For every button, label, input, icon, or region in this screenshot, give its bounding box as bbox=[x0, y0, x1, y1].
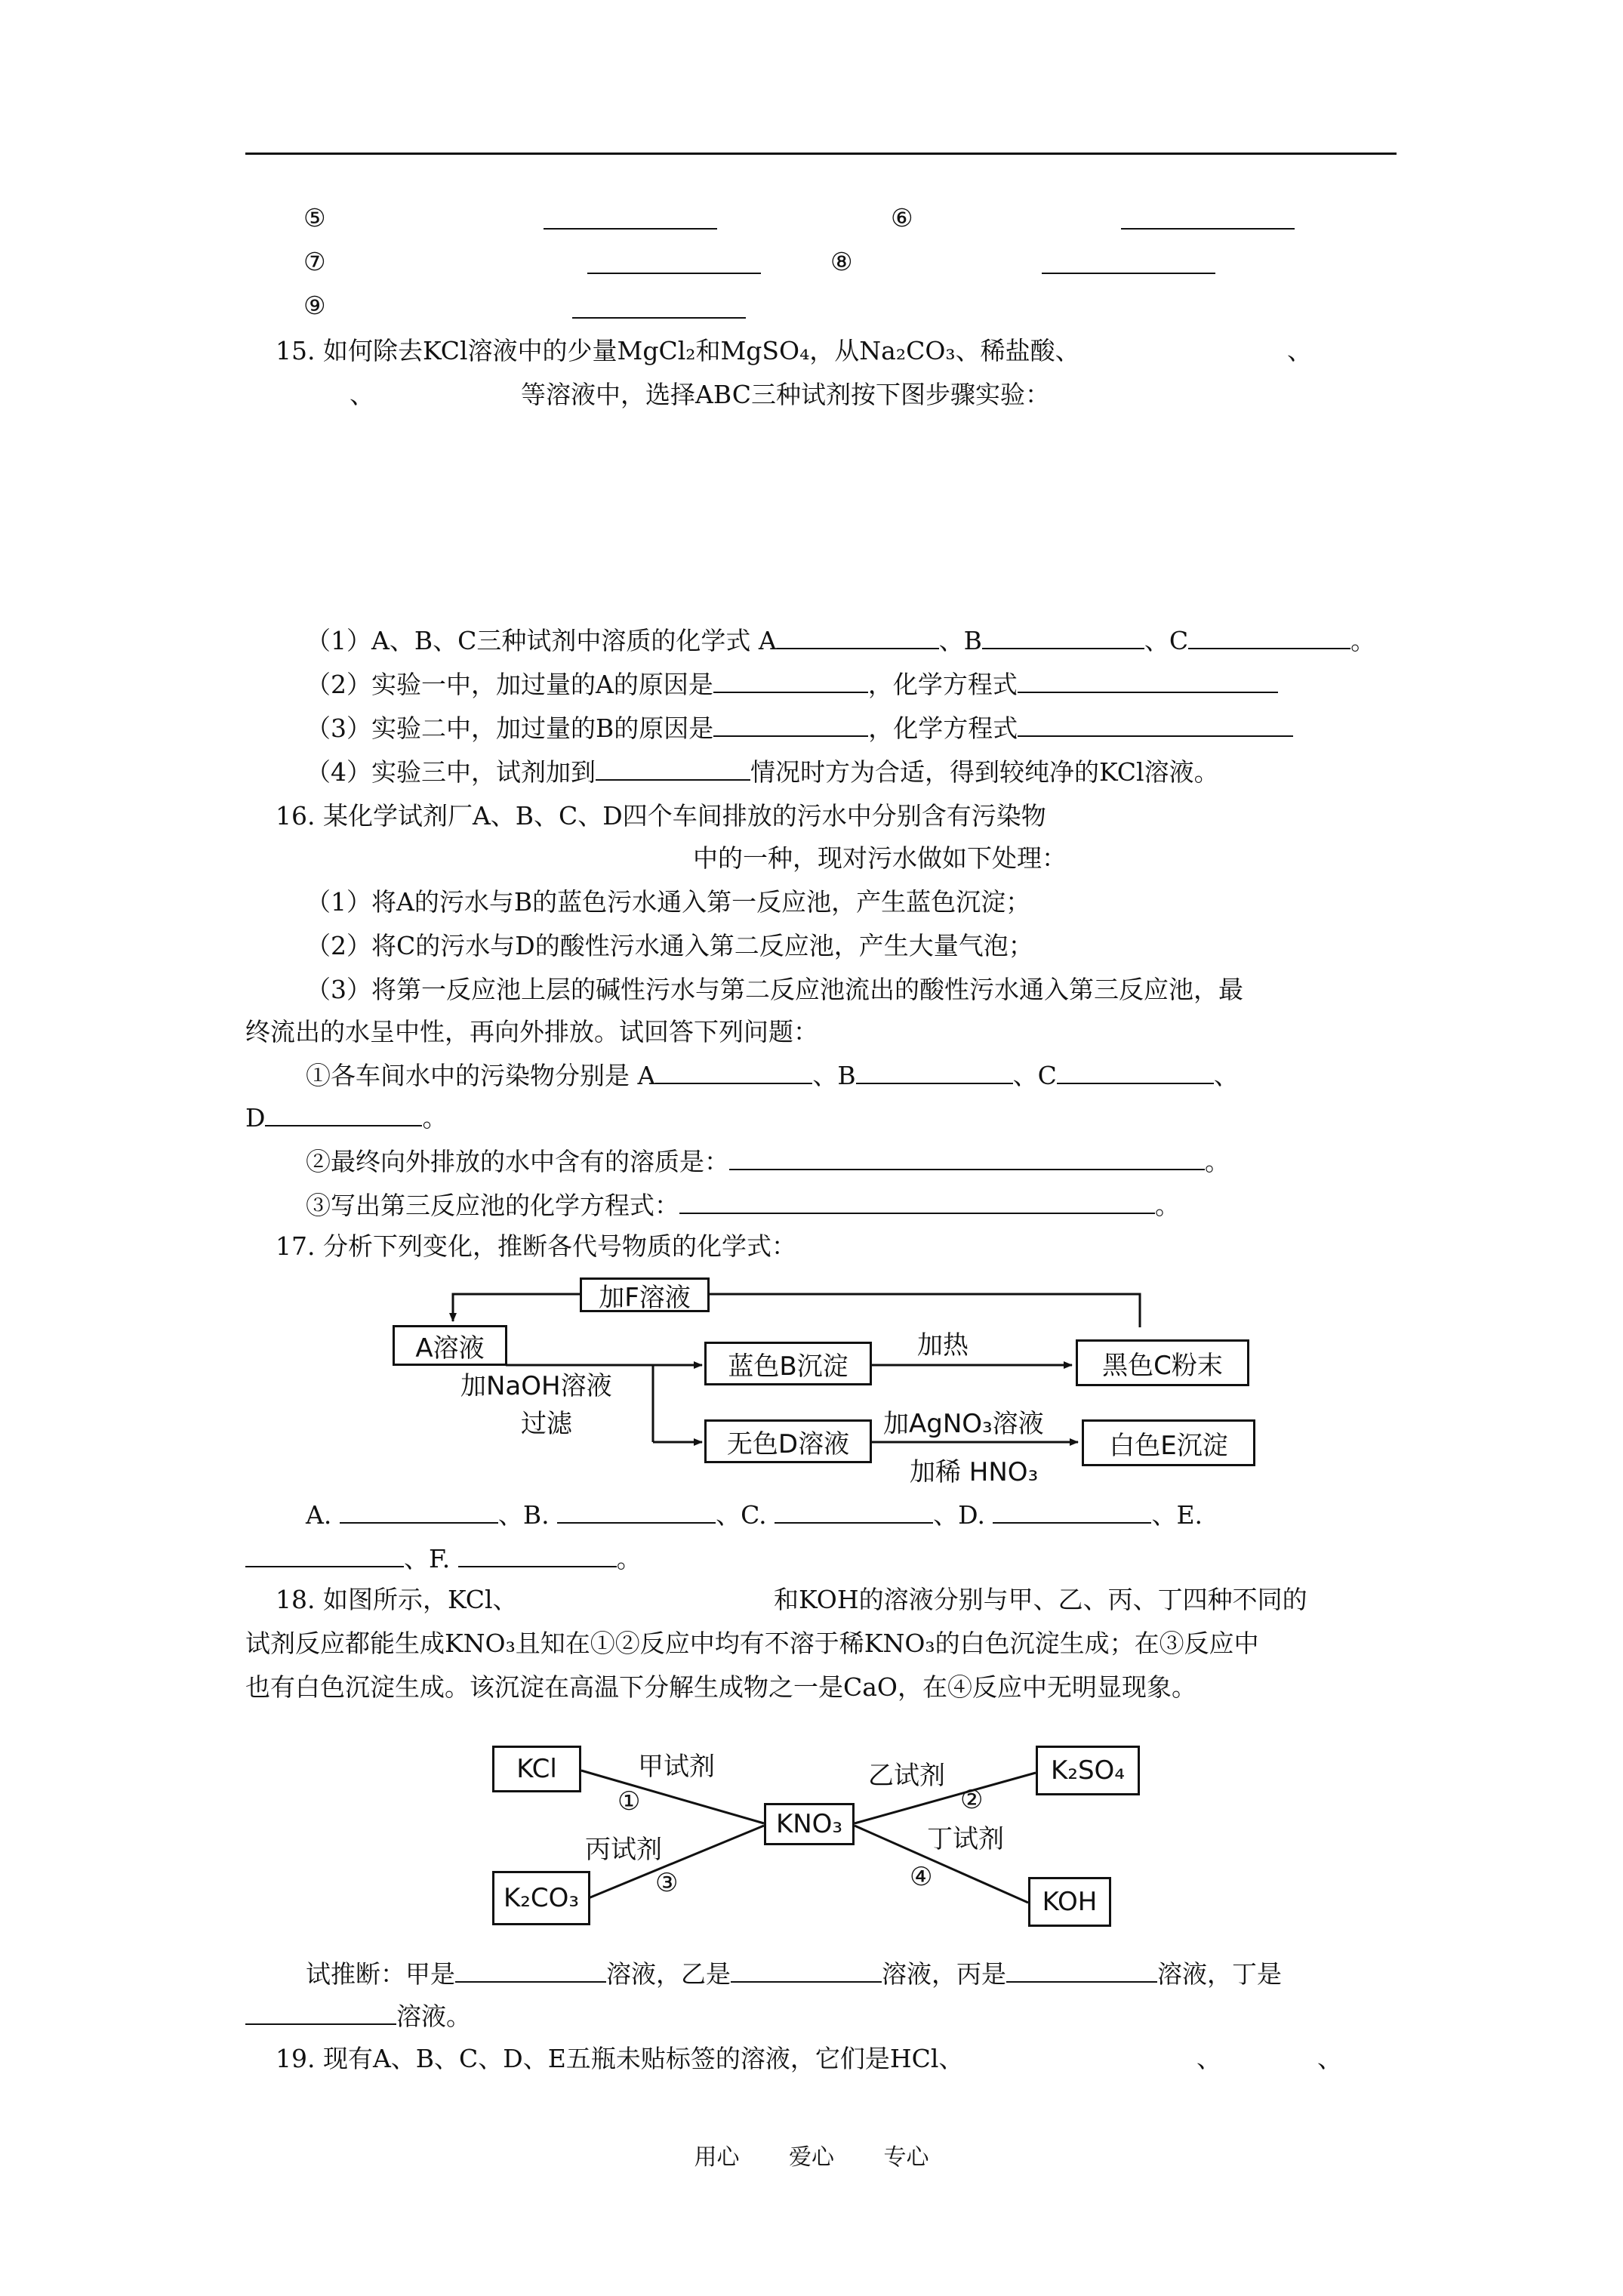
mark-9: ⑨ bbox=[303, 291, 326, 320]
q15-sub1-text-a: （1）A、B、C三种试剂中溶质的化学式 A bbox=[306, 626, 777, 655]
q18-inf-c: 溶液，丙是 bbox=[882, 1959, 1006, 1989]
q18-blank-jia[interactable] bbox=[455, 1959, 606, 1983]
q17-box-b: 蓝色B沉淀 bbox=[704, 1342, 872, 1385]
q15-sub1-text-b: 、B bbox=[938, 626, 982, 655]
q17-box-f: 加F溶液 bbox=[580, 1277, 710, 1312]
q16-ans3-text-a: ③写出第三反应池的化学方程式： bbox=[306, 1191, 679, 1220]
q18-inf-a: 试推断：甲是 bbox=[306, 1959, 455, 1989]
footer-item-3: 专心 bbox=[883, 2144, 929, 2171]
q18-num-3: ③ bbox=[655, 1868, 679, 1898]
q16-line2: 中的一种，现对污水做如下处理： bbox=[693, 843, 1067, 873]
q18-label-bing: 丙试剂 bbox=[585, 1835, 662, 1865]
q18-num-2: ② bbox=[960, 1785, 984, 1815]
q17-label-filter: 过滤 bbox=[521, 1409, 572, 1439]
q18-inference bbox=[306, 1959, 1282, 1990]
q18-line2: 试剂反应都能生成KNO₃且知在①②反应中均有不溶于稀KNO₃的白色沉淀生成；在③反应中 bbox=[245, 1629, 1259, 1658]
q17-ans-b: 、B. bbox=[497, 1500, 550, 1530]
q18-num-1: ① bbox=[617, 1786, 641, 1817]
q18-blank-bing[interactable] bbox=[1006, 1959, 1157, 1983]
footer-item-2: 爱心 bbox=[789, 2144, 834, 2171]
q18-box-k2co3: K₂CO₃ bbox=[492, 1871, 590, 1925]
q17-box-a: A溶液 bbox=[393, 1325, 507, 1366]
q16-ans2-text-a: ②最终向外排放的水中含有的溶质是： bbox=[306, 1147, 729, 1176]
q18-line1-b: 和KOH的溶液分别与甲、乙、丙、丁四种不同的 bbox=[774, 1585, 1307, 1614]
q15-sub3-text-b: ，化学方程式 bbox=[868, 713, 1018, 743]
q15-sub1-text-d: 。 bbox=[1350, 626, 1376, 655]
q17-ans-a: A. bbox=[306, 1500, 332, 1530]
q16-ans1-text-f: 。 bbox=[422, 1103, 448, 1133]
q18-inference-cont bbox=[245, 2001, 471, 2032]
mark-7: ⑦ bbox=[303, 247, 326, 276]
q17-label-agno3: 加AgNO₃溶液 bbox=[883, 1409, 1044, 1439]
q18-inf-d: 溶液，丁是 bbox=[1157, 1959, 1282, 1989]
q16-ans1-text-a: ①各车间水中的污染物分别是 A bbox=[306, 1061, 656, 1090]
q15-line2: 等溶液中，选择ABC三种试剂按下图步骤实验： bbox=[521, 380, 1050, 409]
q16-step3b: 终流出的水呈中性，再向外排放。试回答下列问题： bbox=[245, 1017, 818, 1046]
q17-ans-c: 、C. bbox=[716, 1500, 767, 1530]
q16-ans1-text-b: 、B bbox=[812, 1061, 856, 1090]
q17-box-c: 黑色C粉末 bbox=[1076, 1339, 1249, 1386]
q16-ans1-text-e: D bbox=[245, 1103, 266, 1133]
q17-label-heat: 加热 bbox=[917, 1330, 969, 1361]
q18-box-k2so4: K₂SO₄ bbox=[1036, 1746, 1140, 1795]
q17-ans-e: 、E. bbox=[1151, 1500, 1203, 1530]
q15-sub4-text-b: 情况时方为合适，得到较纯净的KCl溶液。 bbox=[750, 757, 1219, 787]
mark-5: ⑤ bbox=[303, 203, 326, 233]
q18-box-koh: KOH bbox=[1028, 1877, 1111, 1927]
q15-sub2-text-b: ，化学方程式 bbox=[867, 670, 1018, 699]
q15-sub1-text-c: 、C bbox=[1144, 626, 1189, 655]
mark-8: ⑧ bbox=[830, 247, 853, 276]
q19-line1: 19. 现有A、B、C、D、E五瓶未贴标签的溶液，它们是HCl、 bbox=[276, 2044, 964, 2073]
q16-step1: （1）将A的污水与B的蓝色污水通入第一反应池，产生蓝色沉淀； bbox=[306, 887, 1031, 917]
q16-ans3-text-b: 。 bbox=[1155, 1191, 1180, 1220]
q18-inf-b: 溶液，乙是 bbox=[606, 1959, 731, 1989]
q17-label-hno3: 加稀 HNO₃ bbox=[910, 1457, 1039, 1487]
q16-ans1-text-c: 、C bbox=[1012, 1061, 1057, 1090]
q15-line2-sep: 、 bbox=[350, 380, 374, 409]
q18-blank-yi[interactable] bbox=[731, 1959, 882, 1983]
q15-line1-sep: 、 bbox=[1287, 336, 1312, 365]
q18-label-yi: 乙试剂 bbox=[868, 1761, 945, 1791]
q16-ans2-text-b: 。 bbox=[1205, 1147, 1230, 1176]
q15-sub2-text-a: （2）实验一中，加过量的A的原因是 bbox=[306, 670, 713, 699]
q17-label-naoh: 加NaOH溶液 bbox=[460, 1371, 612, 1401]
q16-line1: 16. 某化学试剂厂A、B、C、D四个车间排放的污水中分别含有污染物 bbox=[276, 801, 1046, 831]
q18-label-jia: 甲试剂 bbox=[638, 1752, 715, 1782]
q18-label-ding: 丁试剂 bbox=[927, 1824, 1004, 1854]
q18-inf-e: 溶液。 bbox=[396, 2002, 471, 2031]
q15-line1: 15. 如何除去KCl溶液中的少量MgCl₂和MgSO₄，从Na₂CO₃、稀盐酸、 bbox=[276, 336, 1080, 365]
q19-sep1: 、 bbox=[1196, 2044, 1221, 2073]
page-footer bbox=[0, 2138, 1623, 2171]
q16-step2: （2）将C的污水与D的酸性污水通入第二反应池，产生大量气泡； bbox=[306, 931, 1033, 960]
q18-num-4: ④ bbox=[910, 1862, 933, 1892]
q18-blank-ding[interactable] bbox=[245, 2001, 396, 2025]
q19-sep2: 、 bbox=[1317, 2044, 1342, 2073]
q18-box-kcl: KCl bbox=[492, 1746, 581, 1792]
q17-title: 17. 分析下列变化，推断各代号物质的化学式： bbox=[276, 1231, 796, 1261]
q17-ans-f: 、F. bbox=[404, 1544, 451, 1573]
q16-ans1-text-d: 、 bbox=[1213, 1061, 1239, 1090]
footer-item-1: 用心 bbox=[694, 2144, 740, 2171]
q17-ans-d: 、D. bbox=[933, 1500, 985, 1530]
mark-6: ⑥ bbox=[891, 203, 913, 233]
q16-step3a: （3）将第一反应池上层的碱性污水与第二反应池流出的酸性污水通入第三反应池，最 bbox=[306, 975, 1243, 1004]
q15-sub4-text-a: （4）实验三中，试剂加到 bbox=[306, 757, 596, 787]
q18-box-kno3: KNO₃ bbox=[764, 1803, 855, 1845]
q17-box-e: 白色E沉淀 bbox=[1082, 1419, 1255, 1466]
q17-box-d: 无色D溶液 bbox=[704, 1419, 872, 1463]
q18-line3: 也有白色沉淀生成。该沉淀在高温下分解生成物之一是CaO，在④反应中无明显现象。 bbox=[245, 1672, 1196, 1702]
q15-sub3-text-a: （3）实验二中，加过量的B的原因是 bbox=[306, 713, 714, 743]
q17-ans-end: 。 bbox=[616, 1544, 642, 1573]
q18-line1-a: 18. 如图所示，KCl、 bbox=[276, 1585, 518, 1614]
